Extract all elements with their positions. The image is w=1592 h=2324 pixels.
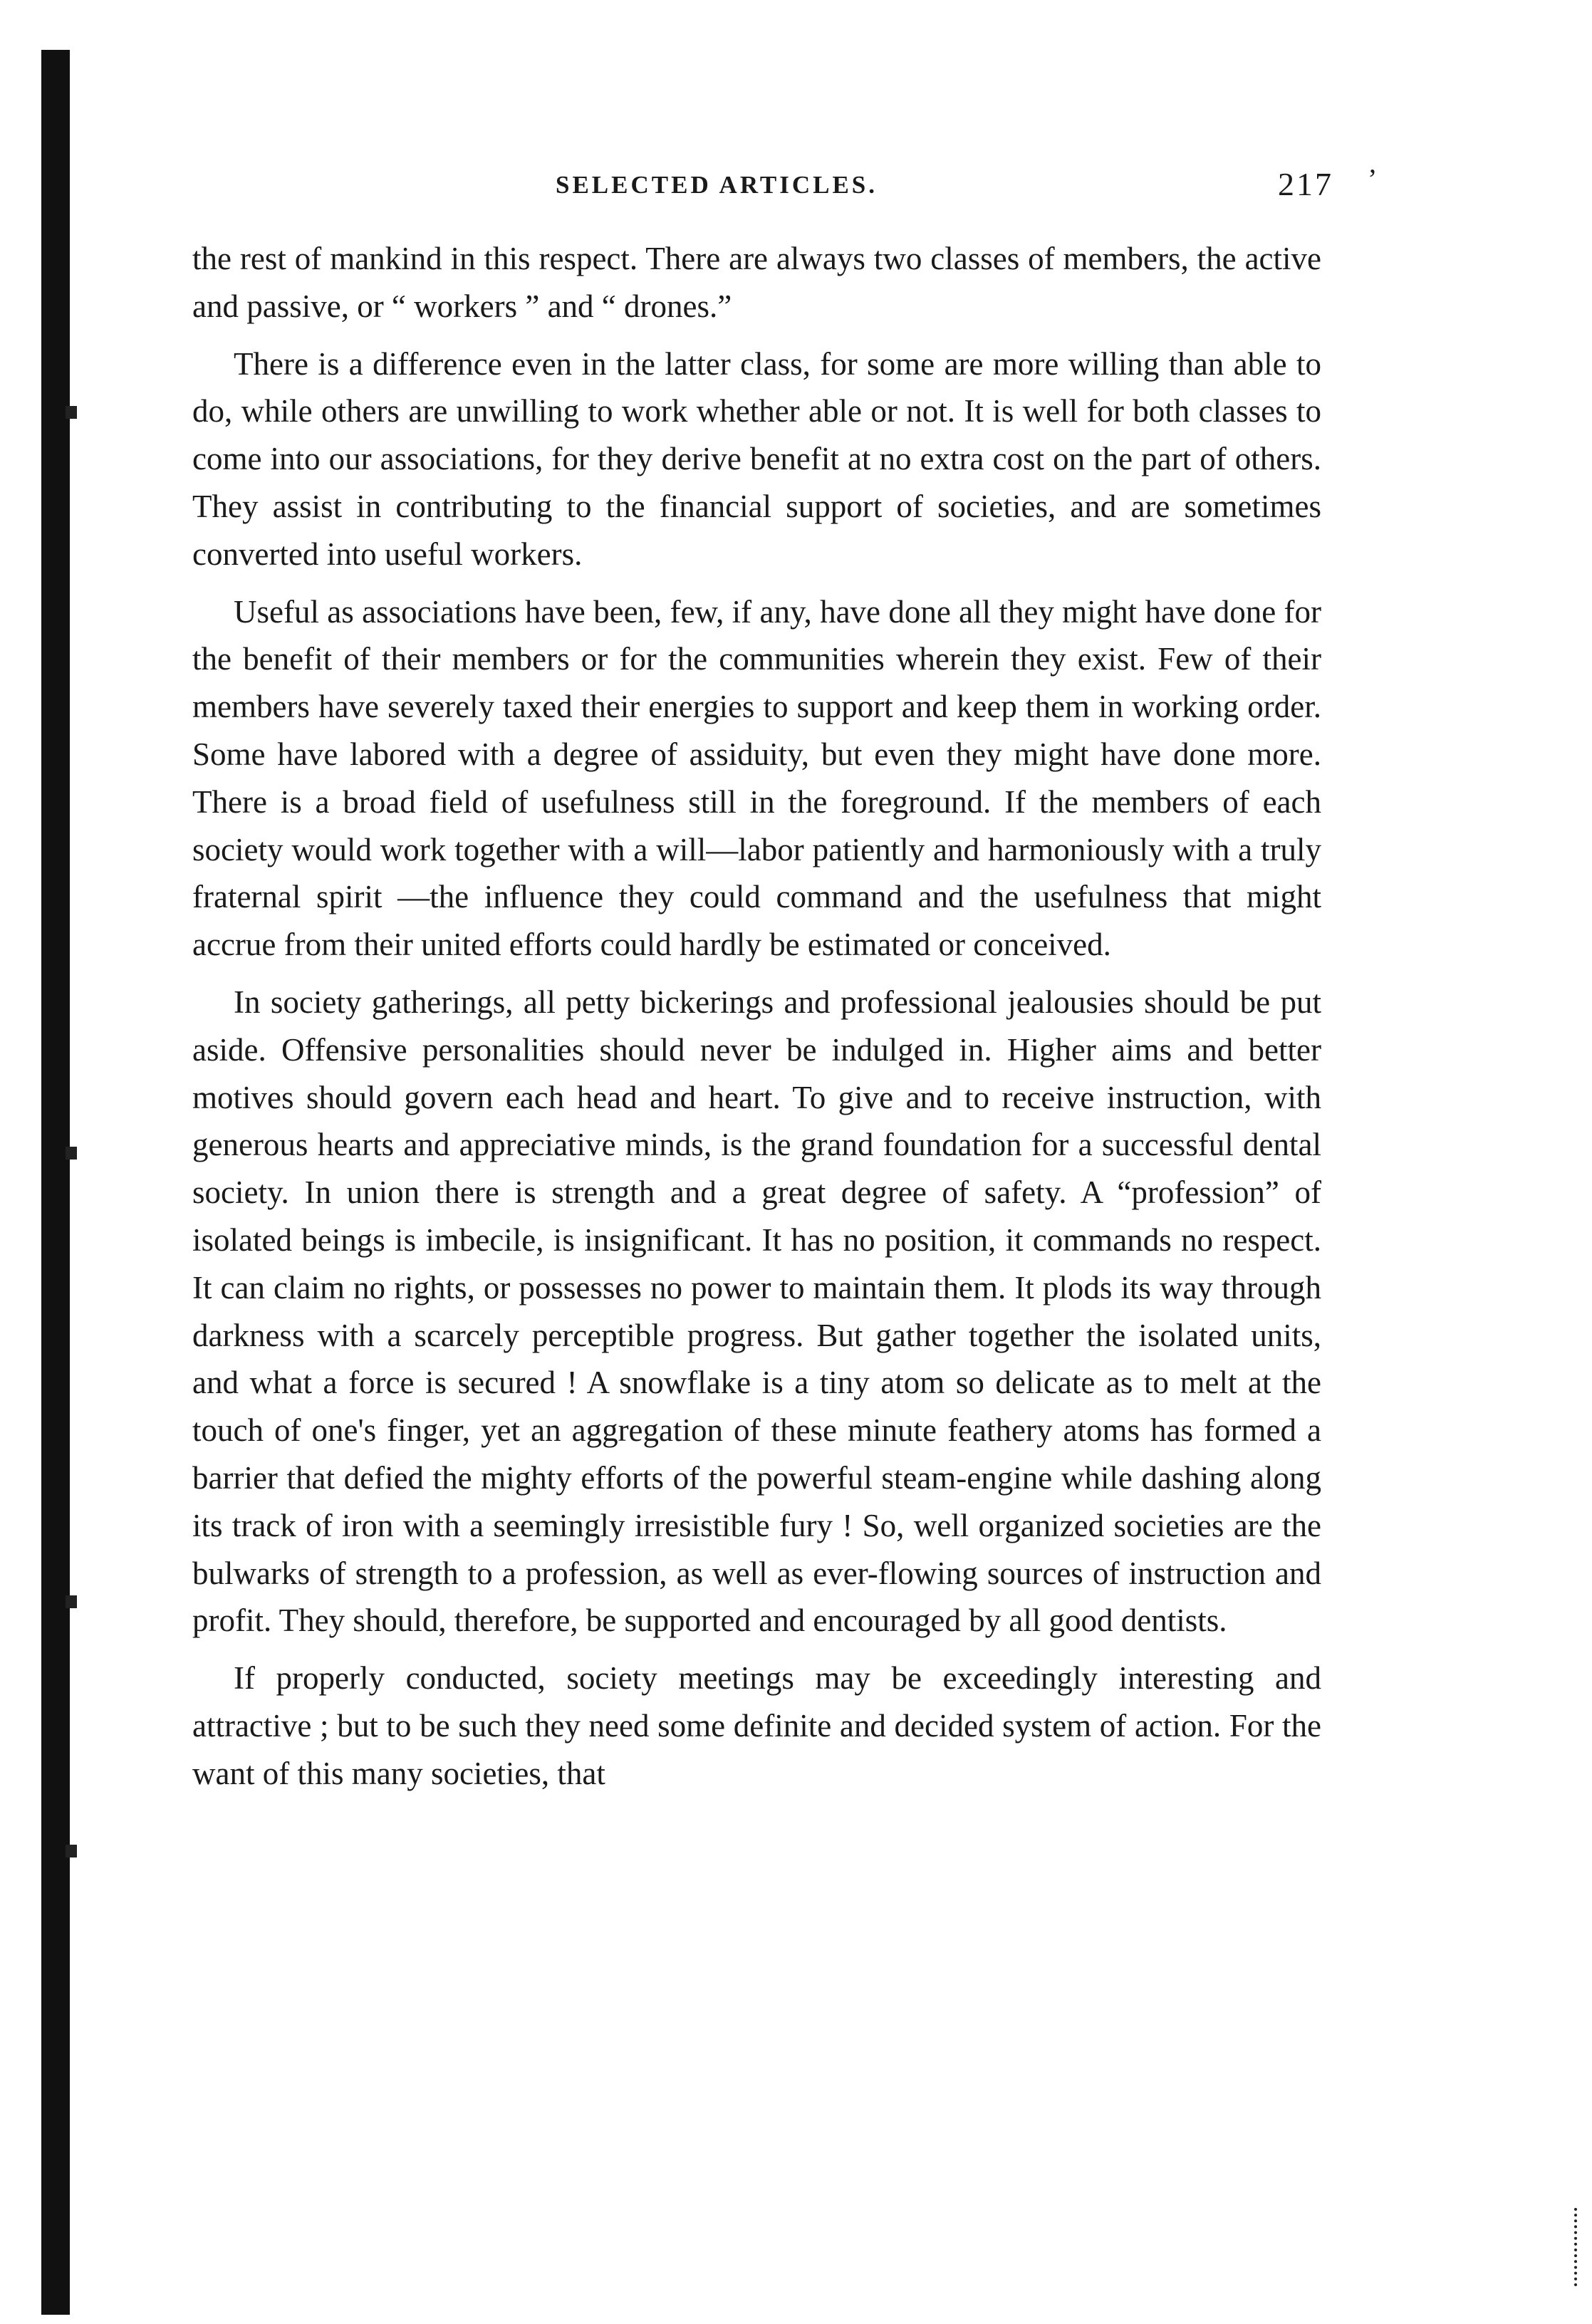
binding-edge — [41, 50, 70, 2315]
paragraph-1: the rest of mankind in this respect. There are always two classes of members, the active and passive, or “ workers ” and “ drones.” — [192, 241, 1321, 324]
margin-dots — [1574, 2208, 1580, 2286]
page-body — [192, 235, 1321, 1808]
margin-speck — [66, 1595, 77, 1608]
page-number: 217 — [1278, 166, 1333, 202]
running-head: SELECTED ARTICLES. — [556, 171, 878, 199]
paragraph-3: Useful as associations have been, few, if any, have done all they might have done for the benefit of their members or for the communities wherein they exist. Few of their members have severely taxed their energies to support and keep them in working order. Some have labored with a degree of assiduity, but even they might have done more. There is a broad field of usefulness still in the foreground. If the members of each society would work together with a will—labor patiently and harmoniously with a truly fraternal spirit —the influence they could command and the usefulness that might accrue from their united efforts could hardly be estimated or conceived. — [192, 593, 1321, 963]
margin-speck — [66, 1845, 77, 1857]
paragraph-2: There is a difference even in the latter class, for some are more willing than able to do, while others are unwilling to work whether able or not. It is well for both classes to come into our associations, for they derive benefit at no extra cost on the part of others. They assist in contributing to the financial support of societies, and are sometimes converted into useful workers. — [192, 345, 1321, 572]
paragraph-5: If properly conducted, society meetings may be exceedingly interesting and attractive ; but to be such they need some definite and decided system of action. For the want of this many societies, that — [192, 1660, 1321, 1791]
margin-speck — [66, 406, 77, 419]
page-header — [171, 165, 1333, 208]
margin-speck — [66, 1147, 77, 1160]
paragraph-4: In society gatherings, all petty bickerings and professional jealousies should be put aside. Offensive personalities should never be indulged in. Higher aims and better motives should govern each head and heart. To give and to receive instruction, with generous hearts and appreciative minds, is the grand foundation for a successful dental society. In union there is strength and a great degree of safety. A “profession” of isolated beings is imbecile, is insignificant. It has no position, it commands no respect. It can claim no rights, or possesses no power to maintain them. It plods its way through darkness with a scarcely perceptible progress. But gather together the isolated units, and what a force is secured ! A snowflake is a tiny atom so delicate as to melt at the touch of one's finger, yet an aggregation of these minute feathery atoms has formed a barrier that defied the mighty efforts of the powerful steam-engine while dashing along its track of iron with a seemingly irresistible fury ! So, well organized societies are the bulwarks of strength to a profession, as well as ever-flowing sources of instruction and profit. They should, therefore, be supported and encouraged by all good dentists. — [192, 984, 1321, 1639]
margin-mark: ʼ — [1368, 163, 1378, 195]
